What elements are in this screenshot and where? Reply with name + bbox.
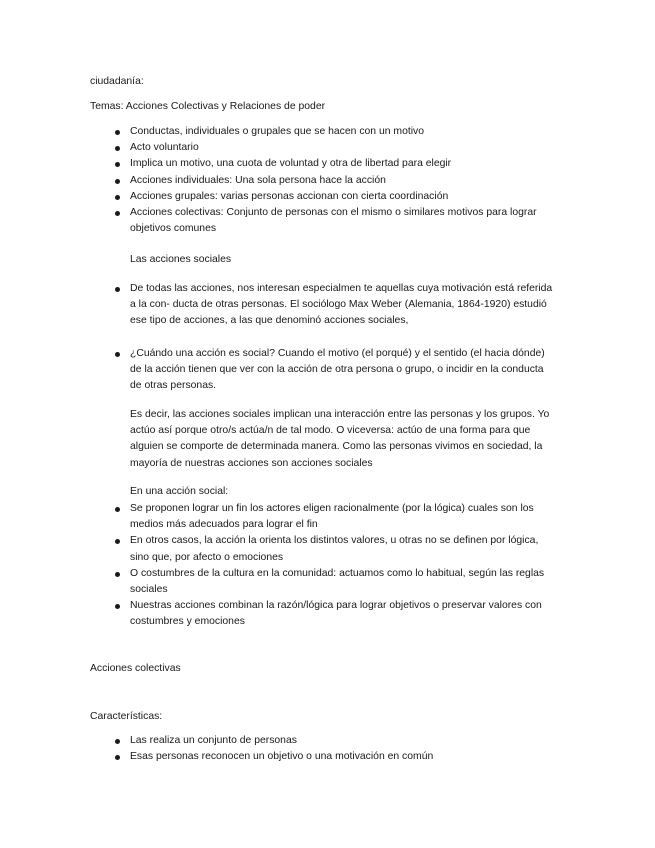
accion-social-types-list bbox=[0, 501, 555, 631]
list-item: Se proponen lograr un fin los actores eligen racionalmente (por la lógica) cuales son los medios más adecuados para lograr el fin bbox=[0, 501, 555, 533]
list-item: En otros casos, la acción la orienta los distintos valores, u otras no se definen por lógica, sino que, por afecto o emociones bbox=[0, 533, 555, 565]
paragraph-es-decir: Es decir, las acciones sociales implican una interacción entre las personas y los grupos. Yo actúo así porque otro/s actúa/n de tal modo. O viceversa: actúo de una forma para que alguien se comporte de determinada manera. Como las personas vivimos en sociedad, la mayoría de nuestras acciones son acciones sociales bbox=[130, 409, 550, 469]
list-item: ¿Cuándo una acción es social? Cuando el motivo (el porqué) y el sentido (el hacia dónde) de la acción tienen que ver con la acción de otra persona o grupo, o incidir en la conducta de otras personas. bbox=[0, 346, 555, 395]
acciones-sociales-list bbox=[0, 281, 555, 330]
list-item: O costumbres de la cultura en la comunidad: actuamos como lo habitual, según las reglas sociales bbox=[0, 566, 555, 598]
subheading-acciones-sociales: Las acciones sociales bbox=[130, 254, 232, 265]
caracteristicas-list bbox=[0, 733, 550, 765]
list-item: Nuestras acciones combinan la razón/lógica para lograr objetivos o preservar valores con costumbres y emociones bbox=[0, 598, 555, 630]
accion-social-definition-list bbox=[0, 346, 555, 395]
list-item: Implica un motivo, una cuota de voluntad y otra de libertad para elegir bbox=[0, 156, 550, 172]
list-item: Acto voluntario bbox=[0, 140, 550, 156]
list-item: Conductas, individuales o grupales que se hacen con un motivo bbox=[0, 124, 550, 140]
heading-acciones-colectivas: Acciones colectivas bbox=[90, 663, 181, 674]
heading-ciudadania: ciudadanía: bbox=[90, 76, 144, 87]
basic-concepts-list bbox=[0, 124, 555, 237]
list-item: Las realiza un conjunto de personas bbox=[0, 733, 550, 749]
list-item: Acciones grupales: varias personas accionan con cierta coordinación bbox=[0, 189, 550, 205]
temas-line: Temas: Acciones Colectivas y Relaciones de poder bbox=[90, 101, 326, 112]
list-item: Acciones individuales: Una sola persona hace la acción bbox=[0, 173, 550, 189]
heading-caracteristicas: Características: bbox=[90, 711, 163, 722]
list-item: De todas las acciones, nos interesan especialmen te aquellas cuya motivación está referida a la con- ducta de otras personas. El sociólogo Max Weber (Alemania, 1864-1920) estudió ese tipo de acciones, a las que denominó acciones sociales, bbox=[0, 281, 555, 330]
subheading-en-una-accion-social: En una acción social: bbox=[130, 486, 229, 497]
list-item: Acciones colectivas: Conjunto de personas con el mismo o similares motivos para lograr objetivos comunes bbox=[0, 205, 555, 237]
list-item: Esas personas reconocen un objetivo o una motivación en común bbox=[0, 749, 550, 765]
